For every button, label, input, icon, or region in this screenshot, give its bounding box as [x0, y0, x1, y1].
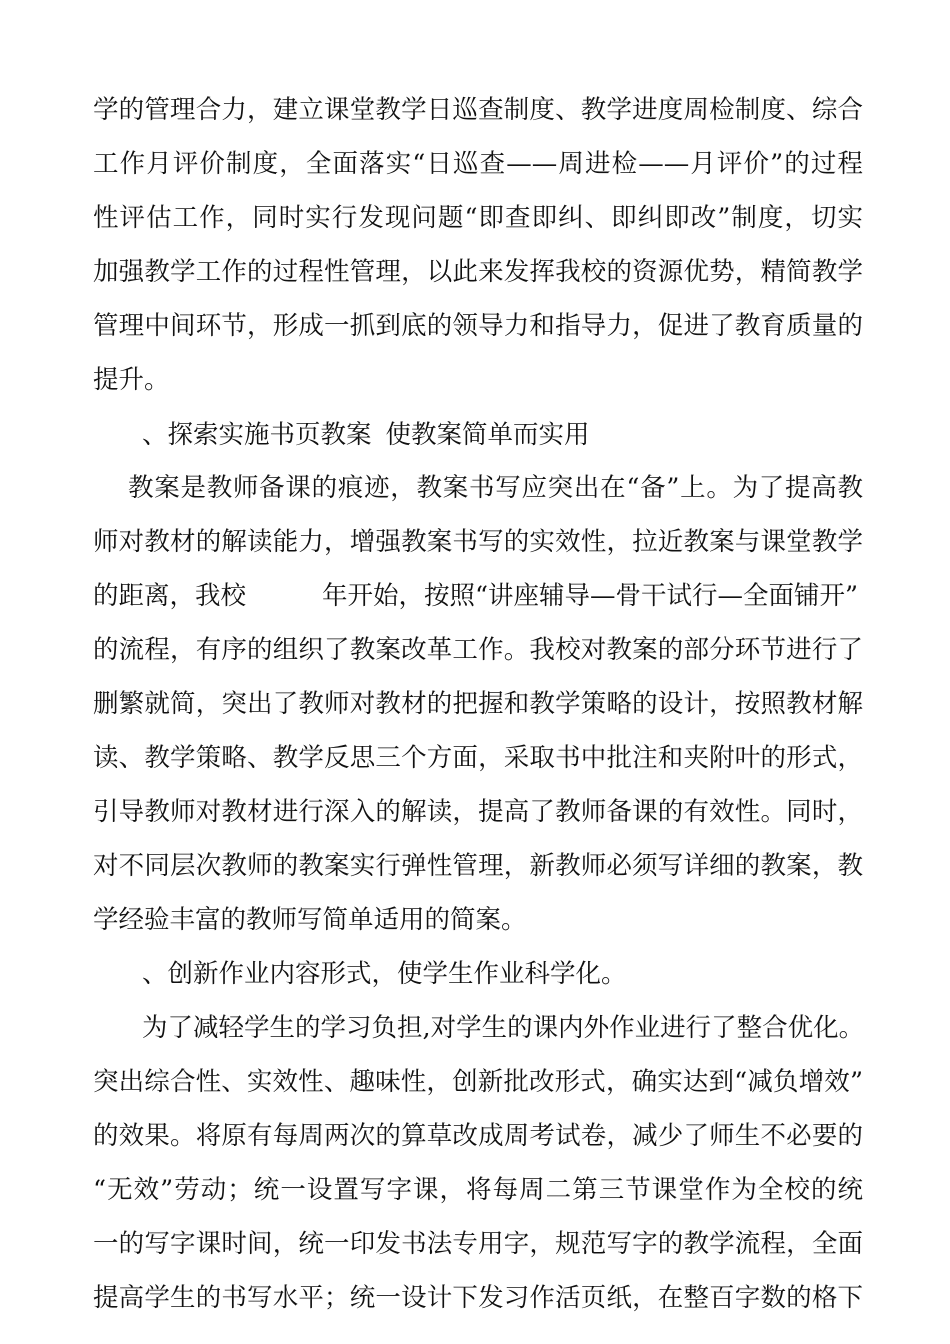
paragraph-line: 的效果。将原有每周两次的算草改成周考试卷，减少了师生不必要的: [93, 1121, 863, 1151]
paragraph-line: 提高学生的书写水平；统一设计下发习作活页纸，在整百字数的格下: [93, 1283, 863, 1313]
paragraph-line: 学经验丰富的教师写简单适用的简案。: [93, 905, 527, 935]
paragraph-line: 管理中间环节，形成一抓到底的领导力和指导力，促进了教育质量的: [93, 311, 863, 341]
paragraph-line: 工作月评价制度，全面落实“日巡查——周进检——月评价”的过程: [93, 149, 863, 179]
paragraph-line-with-blank: [93, 576, 863, 616]
paragraph-line: 突出综合性、实效性、趣味性，创新批改形式，确实达到“减负增效”: [93, 1067, 863, 1097]
paragraph-line: 性评估工作，同时实行发现问题“即查即纠、即纠即改”制度，切实: [93, 203, 863, 233]
paragraph-line: 对不同层次教师的教案实行弹性管理，新教师必须写详细的教案，教: [93, 851, 863, 881]
paragraph-line: 读、教学策略、教学反思三个方面，采取书中批注和夹附叶的形式，: [93, 743, 863, 773]
paragraph-line: 删繁就简，突出了教师对教材的把握和教学策略的设计，按照教材解: [93, 689, 863, 719]
section-heading-part: 、探索实施书页教案: [142, 420, 372, 450]
paragraph-line: 的流程，有序的组织了教案改革工作。我校对教案的部分环节进行了: [93, 635, 863, 665]
paragraph-line: 教案是教师备课的痕迹，教案书写应突出在“备”上。为了提高教: [128, 473, 863, 503]
paragraph-line: “无效”劳动；统一设置写字课，将每周二第三节课堂作为全校的统: [93, 1175, 863, 1205]
paragraph-line: 一的写字课时间，统一印发书法专用字，规范写字的教学流程，全面: [93, 1229, 863, 1259]
paragraph-line: 师对教材的解读能力，增强教案书写的实效性，拉近教案与课堂教学: [93, 527, 863, 557]
paragraph-line: 为了减轻学生的学习负担,对学生的课内外作业进行了整合优化。: [142, 1013, 865, 1043]
section-heading-part: 使教案简单而实用: [385, 420, 590, 450]
paragraph-line-part: 的距离，我校: [93, 581, 247, 611]
paragraph-line: 加强教学工作的过程性管理，以此来发挥我校的资源优势，精简教学: [93, 257, 863, 287]
paragraph-line-part: 年开始，按照“讲座辅导—骨干试行—全面铺开”: [322, 581, 859, 611]
paragraph-line: 引导教师对教材进行深入的解读，提高了教师备课的有效性。同时，: [93, 797, 863, 827]
paragraph-line: 提升。: [93, 365, 170, 395]
paragraph-line: 学的管理合力，建立课堂教学日巡查制度、教学进度周检制度、综合: [93, 95, 863, 125]
section-heading: 、创新作业内容形式，使学生作业科学化。: [142, 959, 627, 989]
section-heading: [142, 415, 590, 455]
